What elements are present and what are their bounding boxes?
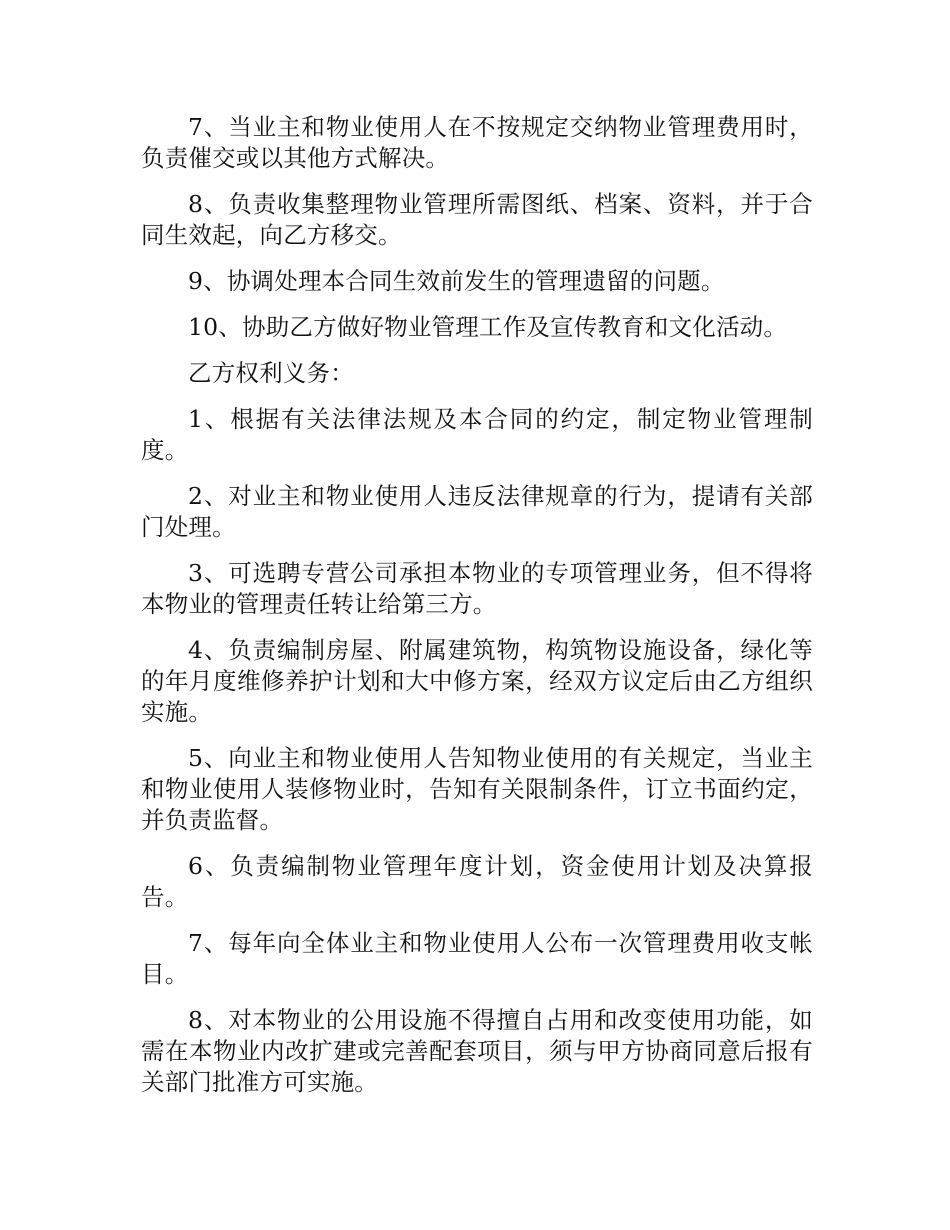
paragraph-owner-item-9: 9、协调处理本合同生效前发生的管理遗留的问题。 xyxy=(188,267,725,295)
paragraph-owner-item-8: 8、负责收集整理物业管理所需图纸、档案、资料，并于合同生效起，向乙方移交。 xyxy=(141,190,813,249)
paragraph-owner-item-10: 10、协助乙方做好物业管理工作及宣传教育和文化活动。 xyxy=(188,313,788,341)
paragraph-party-b-item-8: 8、对本物业的公用设施不得擅自占用和改变使用功能，如需在本物业内改扩建或完善配套项目，须与甲方协商同意后报有关部门批准方可实施。 xyxy=(141,1006,813,1096)
paragraph-party-b-item-3: 3、可选聘专营公司承担本物业的专项管理业务，但不得将本物业的管理责任转让给第三方。 xyxy=(141,559,813,618)
paragraph-party-b-item-5: 5、向业主和物业使用人告知物业使用的有关规定，当业主和物业使用人装修物业时，告知有关限制条件，订立书面约定，并负责监督。 xyxy=(141,744,813,834)
paragraph-party-b-item-2: 2、对业主和物业使用人违反法律规章的行为，提请有关部门处理。 xyxy=(141,482,813,541)
paragraph-owner-item-7: 7、当业主和物业使用人在不按规定交纳物业管理费用时，负责催交或以其他方式解决。 xyxy=(141,113,813,172)
section-heading-party-b: 乙方权利义务： xyxy=(188,359,354,387)
paragraph-party-b-item-6: 6、负责编制物业管理年度计划，资金使用计划及决算报告。 xyxy=(141,852,813,911)
paragraph-party-b-item-1: 1、根据有关法律法规及本合同的约定，制定物业管理制度。 xyxy=(141,405,813,464)
paragraph-party-b-item-7: 7、每年向全体业主和物业使用人公布一次管理费用收支帐目。 xyxy=(141,929,813,988)
paragraph-party-b-item-4: 4、负责编制房屋、附属建筑物，构筑物设施设备，绿化等的年月度维修养护计划和大中修方案，经双方议定后由乙方组织实施。 xyxy=(141,636,813,726)
document-body xyxy=(141,112,813,1113)
